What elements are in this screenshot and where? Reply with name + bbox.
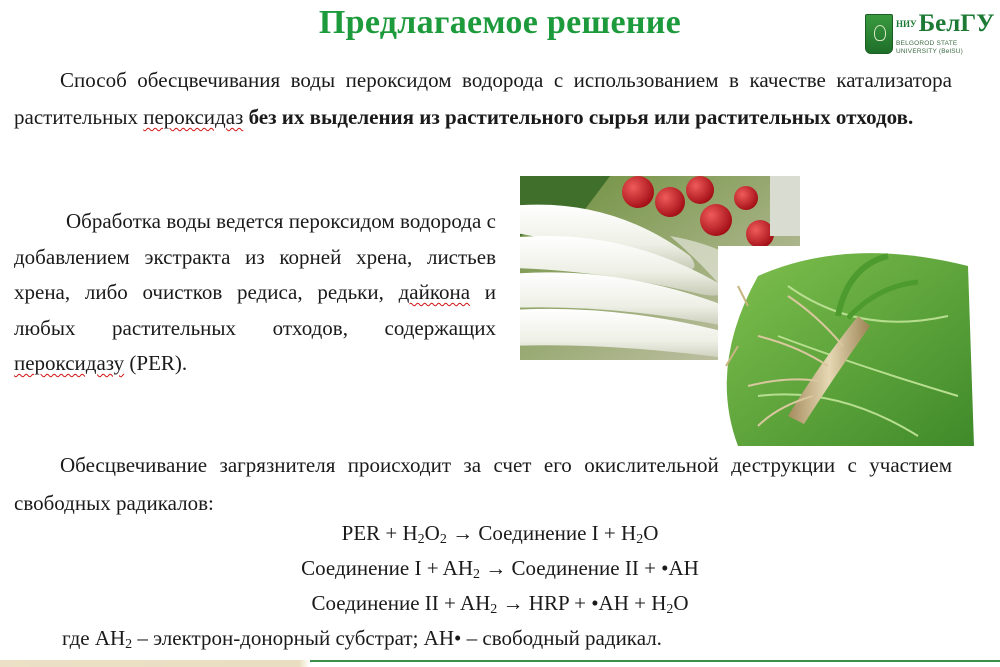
eq3-part-c: O [673, 591, 689, 615]
eq2-part-a: Соединение I + AH [301, 556, 473, 580]
p1-bold-text: без их выделения из растительного сырья или растительных отходов. [248, 105, 914, 129]
p2-spellcheck-word-1: дайкона [398, 280, 471, 304]
p2-text-e: (PER). [124, 351, 188, 375]
eq2-part-b: → Соединение II + •AH [480, 556, 699, 580]
p1-spellcheck-word: пероксидаз [143, 105, 244, 129]
equation-2 [0, 556, 1000, 581]
logo-subtitle [896, 40, 963, 55]
eq3-part-a: Соединение II + AH [311, 591, 491, 615]
university-crest-icon [865, 14, 893, 54]
logo-brand [896, 10, 995, 38]
paragraph-treatment [14, 204, 496, 382]
legend-part-a: где AH [62, 626, 126, 650]
logo-small: НИУ [896, 19, 917, 29]
eq3-sub-2: 2 [666, 602, 674, 617]
eq1-sub-1: 2 [417, 532, 425, 547]
logo-line2: UNIVERSITY (BelSU) [896, 47, 964, 55]
p2-spellcheck-word-2: пероксидазу [14, 351, 125, 375]
slide-title: Предлагаемое решение [318, 4, 682, 41]
p2-text-a: Обработка воды ведется пероксидом водорода с добавлением экстракта из корней хрена, листьев хрена, либо очистков редиса, редьки, [14, 209, 496, 304]
eq1-part-a: PER + H [341, 521, 418, 545]
eq2-sub-1: 2 [473, 567, 480, 582]
horseradish-root-photo [718, 246, 974, 446]
logo-name: БелГУ [918, 10, 995, 37]
footer-decoration [0, 660, 1000, 667]
eq3-part-b: → HRP + •AH + H [497, 591, 667, 615]
equation-3 [0, 591, 1000, 616]
eq1-part-c: → Соединение I + H [446, 521, 637, 545]
logo-line1: BELGOROD STATE [896, 40, 958, 47]
equation-legend [62, 626, 662, 651]
paragraph-method [14, 62, 952, 136]
eq1-part-d: O [643, 521, 659, 545]
eq1-sub-2: 2 [439, 532, 447, 547]
eq1-part-b: O [424, 521, 440, 545]
eq3-sub-1: 2 [490, 602, 498, 617]
legend-part-b: – электрон-донорный субстрат; AH• – свободный радикал. [132, 626, 662, 650]
university-logo [865, 12, 995, 58]
p2-text-c: и любых растительных отходов, содержащих [14, 280, 496, 340]
eq1-sub-3: 2 [636, 532, 644, 547]
legend-sub-1: 2 [125, 637, 133, 652]
p1-text-a: Способ обесцвечивания воды пероксидом водорода с использованием в качестве катализатора растительных [14, 68, 952, 129]
paragraph-mechanism: Обесцвечивание загрязнителя происходит за счет его окислительной деструкции с участием свободных радикалов: [14, 453, 952, 515]
equation-1 [0, 521, 1000, 546]
